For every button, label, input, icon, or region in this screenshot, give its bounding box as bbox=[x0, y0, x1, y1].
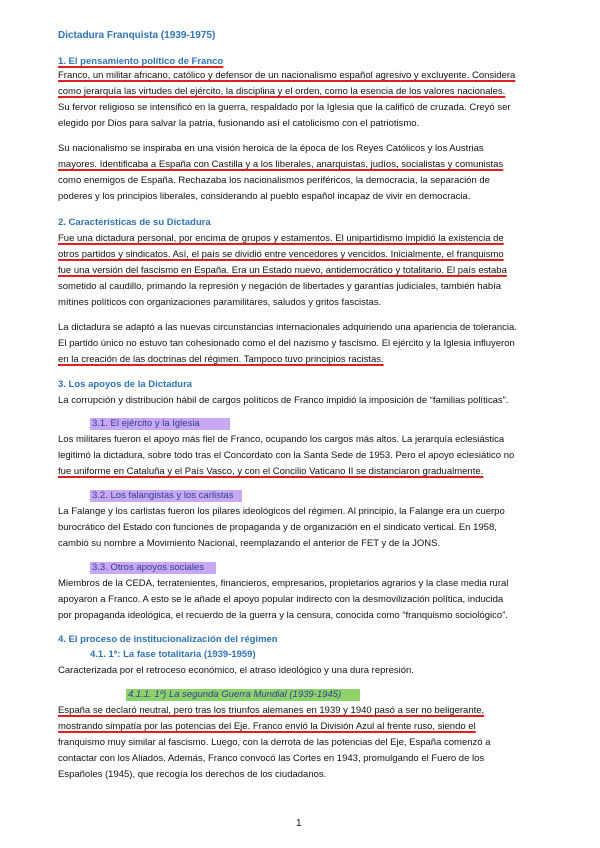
s4-1-1-line-1: España se declaró neutral, pero tras los triunfos alemanes en 1939 y 1940 pasó a ser no beligerante, bbox=[58, 705, 485, 716]
s1-line-8: poderes y los principios liberales, considerando al pueblo español incapaz de vivir en democracia. bbox=[58, 191, 471, 202]
page-number: 1 bbox=[296, 818, 302, 829]
s2-line-1: Fue una dictadura personal, por encima de grupos y estamentos. El unipartidismo impidió la existencia de bbox=[58, 233, 504, 244]
document-title: Dictadura Franquista (1939-1975) bbox=[58, 30, 216, 41]
s4-1-1-line-2: mostrando simpatía por las potencias del Eje. Franco envió la División Azul al frente ruso, siendo el bbox=[58, 721, 476, 732]
s3-1-line-1: Los militares fueron el apoyo más fiel de Franco, ocupando los cargos más altos. La jerarquía eclesiástica bbox=[58, 434, 505, 445]
s1-line-6: mayores. Identificaba a España con Castilla y a los liberales, anarquistas, judíos, socialistas y comunistas bbox=[58, 159, 504, 170]
s3-1-line-3: fue uniforme en Cataluña y el País Vasco, y con el Concilio Vaticano II se distanciaron gradualmente. bbox=[58, 466, 484, 477]
section-1-heading: 1. El pensamiento político de Franco bbox=[58, 56, 224, 67]
s4-1-1-line-4: contactar con los Aliados. Además, Franco convocó las Cortes en 1943, promulgando el Fuero de los bbox=[58, 753, 485, 764]
section-3-heading: 3. Los apoyos de la Dictadura bbox=[58, 379, 193, 390]
section-2-heading: 2. Características de su Dictadura bbox=[58, 217, 211, 228]
subsection-3-3-heading: 3.3. Otros apoyos sociales bbox=[90, 562, 216, 574]
s4-1-1-line-5: Españoles (1945), que recogía los derechos de los ciudadanos. bbox=[58, 769, 327, 780]
s1-line-1: Franco, un militar africano, católico y defensor de un nacionalismo español agresivo y excluyente. Considera bbox=[58, 70, 516, 81]
s3-3-line-2: apoyaron a Franco. A esto se le añade el apoyo popular indirecto con la desmovilización política, inducida bbox=[58, 594, 504, 605]
s1-line-7: como enemigos de España. Rechazaba los nacionalismos periféricos, la democracia, la separación de bbox=[58, 175, 490, 186]
s3-1-line-2: legitimó la dictadura, sobre todo tras el Concordato con la Santa Sede de 1953. Pero el apoyo eclesiático no bbox=[58, 450, 515, 461]
subsection-4-1-heading: 4.1. 1ª: La fase totalitaria (1939-1959) bbox=[90, 649, 256, 660]
s2-line-2: otros partidos y sindicatos. Así, el país se dividió entre vencedores y vencidos. Inicialmente, el franquismo bbox=[58, 249, 504, 260]
subsection-3-2-heading: 3.2. Los falangistas y los carlistas bbox=[90, 490, 242, 502]
s3-3-line-3: por propaganda ideológica, el recuerdo de la guerra y la censura, conocida como “franquismo sociológico”. bbox=[58, 610, 508, 621]
s2-line-7: El partido único no estuvo tan cohesionado como el del nazismo y fascismo. El ejército y la Iglesia influyeron bbox=[58, 338, 515, 349]
s3-2-line-2: burocrático del Estado con funciones de propaganda y de organización en el sindicato vertical. En 1958, bbox=[58, 522, 497, 533]
s2-line-6: La dictadura se adaptó a las nuevas circunstancias internacionales adquiriendo una apariencia de tolerancia. bbox=[58, 322, 517, 333]
subsection-4-1-1-heading: 4.1.1. 1º) La segunda Guerra Mundial (1939-1945) bbox=[126, 689, 360, 701]
s2-line-5: mítines políticos con organizaciones paramilitares, saludos y gritos fascistas. bbox=[58, 297, 382, 308]
s1-line-2: como jerarquía las virtudes del ejército, la disciplina y el orden, como la esencia de los valores nacionales. bbox=[58, 86, 506, 97]
s1-line-3: Su fervor religioso se intensificó en la guerra, respaldado por la Iglesia que la calificó de cruzada. Creyó ser bbox=[58, 102, 511, 113]
section-4-heading: 4. El proceso de institucionalización del régimen bbox=[58, 634, 278, 645]
subsection-3-1-heading: 3.1. El ejército y la Iglesia bbox=[90, 418, 230, 430]
s3-2-line-3: cambió su nombre a Movimiento Nacional, reemplazando el anterior de FET y de la JONS. bbox=[58, 538, 441, 549]
s1-line-4: elegido por Dios para salvar la patria, fusionando así el catolicismo con el patriotismo. bbox=[58, 118, 420, 129]
s3-2-line-1: La Falange y los carlistas fueron los pilares ideológicos del régimen. Al principio, la Falange era un cuerpo bbox=[58, 506, 505, 517]
s2-line-8: en la creación de las doctrinas del régimen. Tampoco tuvo principios racistas. bbox=[58, 354, 384, 365]
s4-1-1-line-3: franquismo muy similar al fascismo. Luego, con la derrota de las potencias del Eje, España comenzó a bbox=[58, 737, 491, 748]
s3-intro: La corrupción y distribución hábil de cargos políticos de Franco impidió la imposición de “familias políticas”. bbox=[58, 395, 509, 406]
s2-line-4: sometido al caudillo, primando la represión y negación de libertades y garantías judiciales, también había bbox=[58, 281, 502, 292]
s4-1-line: Caracterizada por el retroceso económico, el atraso ideológico y una dura represión. bbox=[58, 665, 414, 676]
s1-line-5: Su nacionalismo se inspiraba en una visión heroica de la época de los Reyes Católicos y los Austrias bbox=[58, 143, 484, 154]
s2-line-3: fue una versión del fascismo en España. Era un Estado nuevo, antidemocrático y totalitario. El país estaba bbox=[58, 265, 507, 276]
s3-3-line-1: Miembros de la CEDA, terratenientes, financieros, empresarios, propietarios agrarios y la clase media rural bbox=[58, 578, 509, 589]
